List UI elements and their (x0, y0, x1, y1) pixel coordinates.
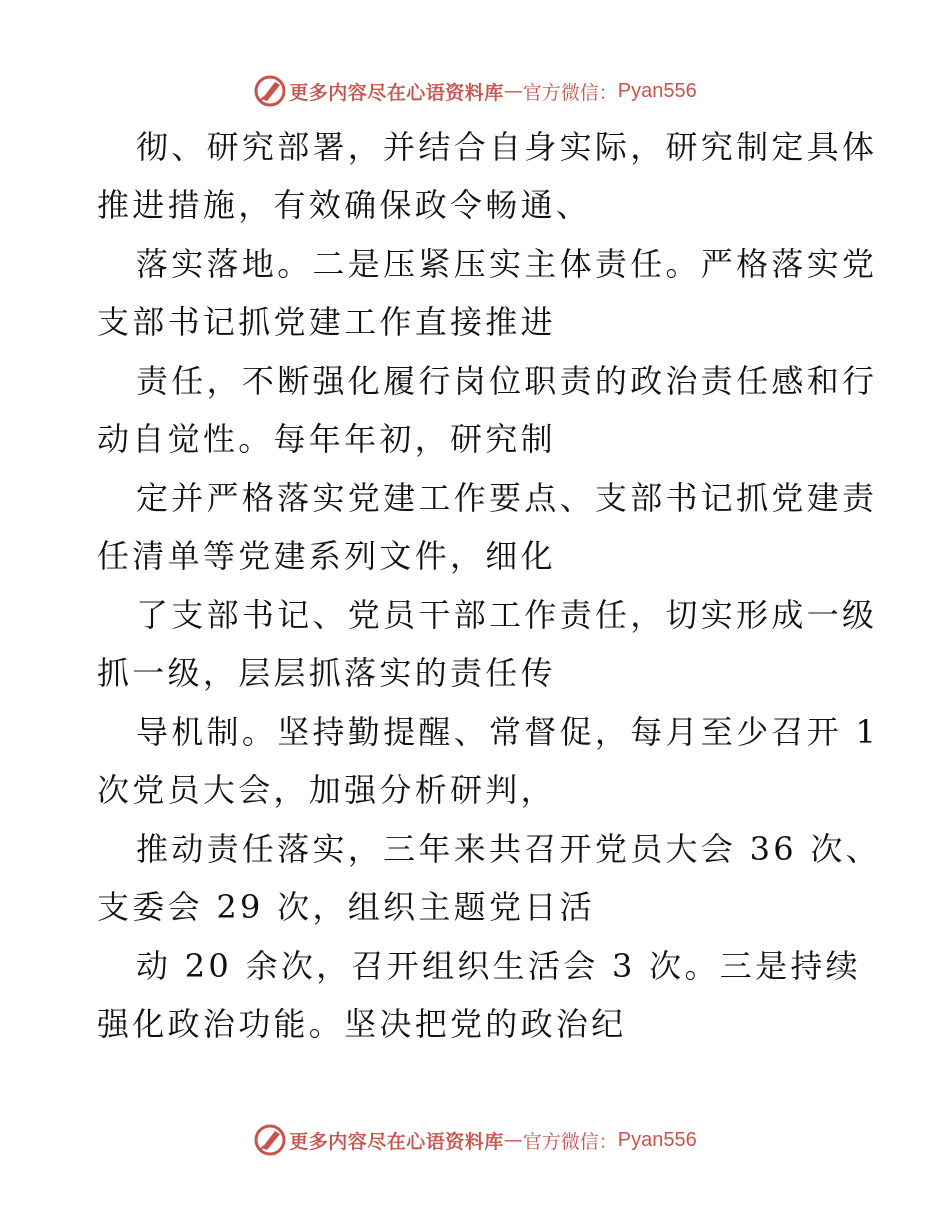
banner-wechat-label: 官方微信： (522, 1130, 618, 1153)
banner-wechat-id: Pyan556 (617, 1128, 697, 1151)
text-line: 动自觉性。每年年初，研究制 (97, 420, 556, 458)
banner-wechat-label: 官方微信： (522, 81, 618, 104)
footer-banner (0, 1120, 950, 1160)
quill-logo-icon (253, 1123, 287, 1157)
banner-dash: — (503, 80, 523, 102)
text-line: 支委会 29 次，组织主题党日活 (97, 888, 595, 926)
text-line: 了支部书记、党员干部工作责任，切实形成一级 (136, 596, 878, 634)
banner-brand-text: 更多内容尽在心语资料库 (289, 1130, 504, 1153)
text-line: 彻、研究部署，并结合自身实际，研究制定具体 (136, 128, 878, 166)
text-line: 动 20 余次，召开组织生活会 3 次。三是持续 (136, 947, 861, 985)
text-line: 推动责任落实，三年来共召开党员大会 36 次、 (136, 830, 881, 868)
text-line: 支部书记抓党建工作直接推进 (97, 303, 556, 341)
banner-dash: — (503, 1129, 523, 1151)
text-line: 责任，不断强化履行岗位职责的政治责任感和行 (136, 362, 878, 400)
banner-wechat-id: Pyan556 (617, 79, 697, 102)
text-line: 任清单等党建系列文件，细化 (97, 537, 556, 575)
text-line: 抓一级，层层抓落实的责任传 (97, 654, 556, 692)
banner-brand-text: 更多内容尽在心语资料库 (289, 81, 504, 104)
header-banner (0, 71, 950, 111)
quill-logo-icon (253, 74, 287, 108)
text-line: 次党员大会，加强分析研判， (97, 771, 556, 809)
text-line: 定并严格落实党建工作要点、支部书记抓党建责 (136, 479, 878, 517)
text-line: 强化政治功能。坚决把党的政治纪 (97, 1005, 627, 1043)
text-line: 导机制。坚持勤提醒、常督促，每月至少召开 1 (136, 713, 880, 751)
text-line: 落实落地。二是压紧压实主体责任。严格落实党 (136, 245, 878, 283)
text-line: 推进措施，有效确保政令畅通、 (97, 186, 592, 224)
